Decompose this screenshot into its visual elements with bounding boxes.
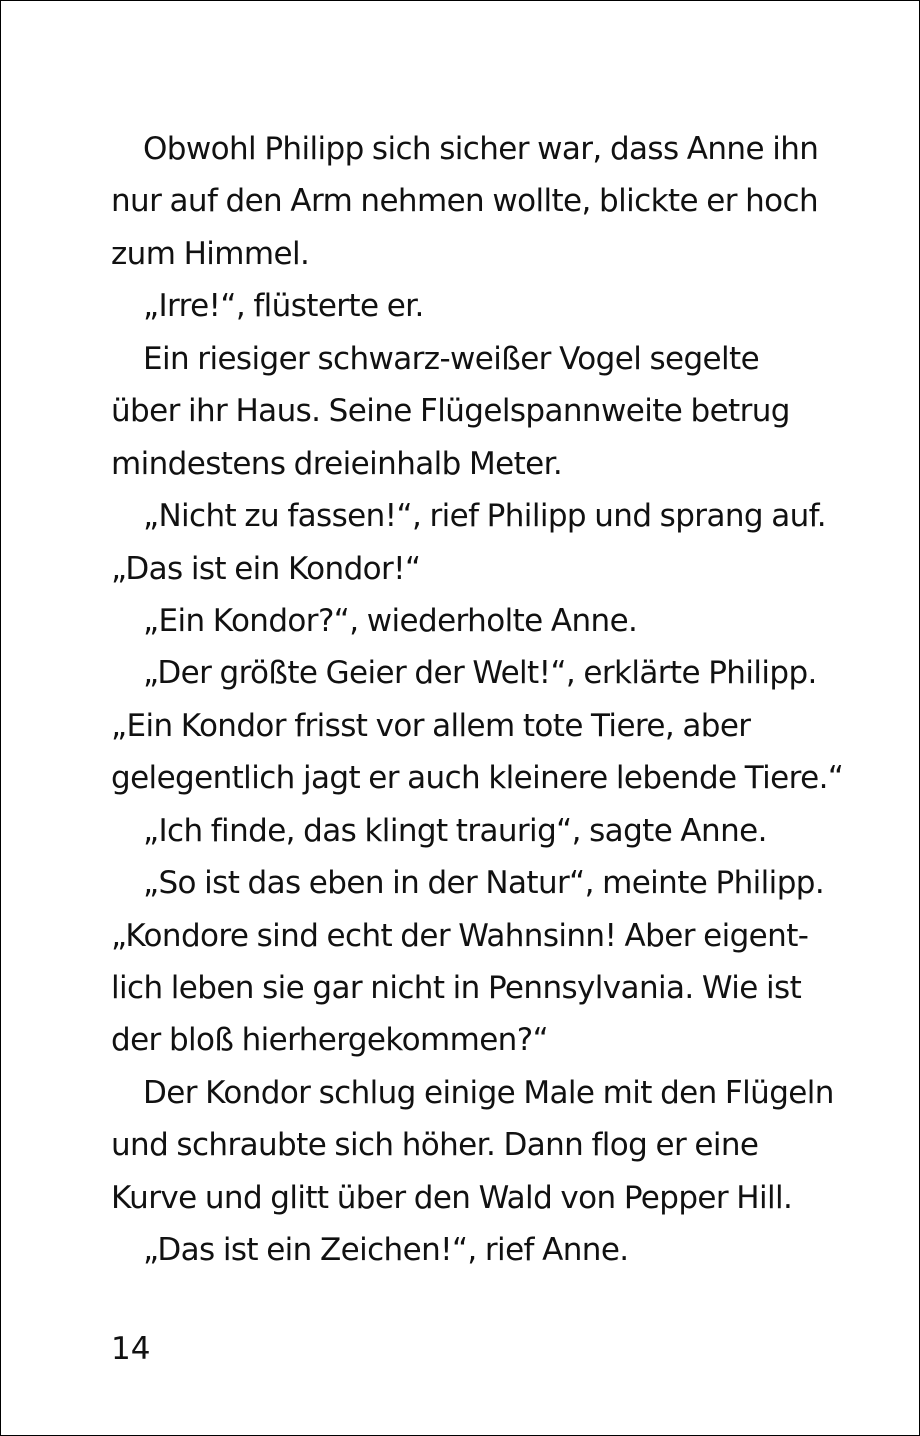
text-line: „So ist das eben in der Natur“, meinte Philipp. (143, 865, 825, 902)
text-line: Obwohl Philipp sich sicher war, dass Anne ihn (143, 131, 819, 167)
text-line: der bloß hierhergekommen?“ (111, 1022, 549, 1059)
text-line: „Das ist ein Zeichen!“, rief Anne. (143, 1232, 629, 1269)
text-line: „Ein Kondor frisst vor allem tote Tiere, aber (111, 707, 751, 744)
text-line: „Ich finde, das klingt traurig“, sagte Anne. (143, 812, 767, 849)
text-line: „Nicht zu fassen!“, rief Philipp und sprang auf. (143, 498, 826, 535)
text-line: mindestens dreieinhalb Meter. (111, 445, 563, 482)
text-line: „Kondore sind echt der Wahnsinn! Aber eigent- (111, 917, 809, 954)
text-line: nur auf den Arm nehmen wollte, blickte er hoch (111, 183, 818, 220)
text-line: Ein riesiger schwarz-weißer Vogel segelte (143, 340, 760, 377)
text-line: Der Kondor schlug einige Male mit den Flügeln (143, 1074, 834, 1111)
text-line: Kurve und glitt über den Wald von Pepper Hill. (111, 1179, 793, 1216)
body-text (111, 123, 844, 1277)
text-line: „Das ist ein Kondor!“ (111, 550, 421, 587)
text-line: „Ein Kondor?“, wiederholte Anne. (143, 602, 638, 639)
text-line: zum Himmel. (111, 235, 310, 272)
text-line: über ihr Haus. Seine Flügelspannweite betrug (111, 393, 790, 430)
text-line: und schraubte sich höher. Dann flog er eine (111, 1127, 759, 1164)
text-line: gelegentlich jagt er auch kleinere lebende Tiere.“ (111, 760, 844, 797)
text-line: lich leben sie gar nicht in Pennsylvania. Wie ist (111, 970, 802, 1006)
text-line: „Der größte Geier der Welt!“, erklärte Philipp. (143, 655, 817, 692)
text-line: „Irre!“, flüsterte er. (143, 288, 424, 325)
page-number: 14 (111, 1331, 151, 1367)
